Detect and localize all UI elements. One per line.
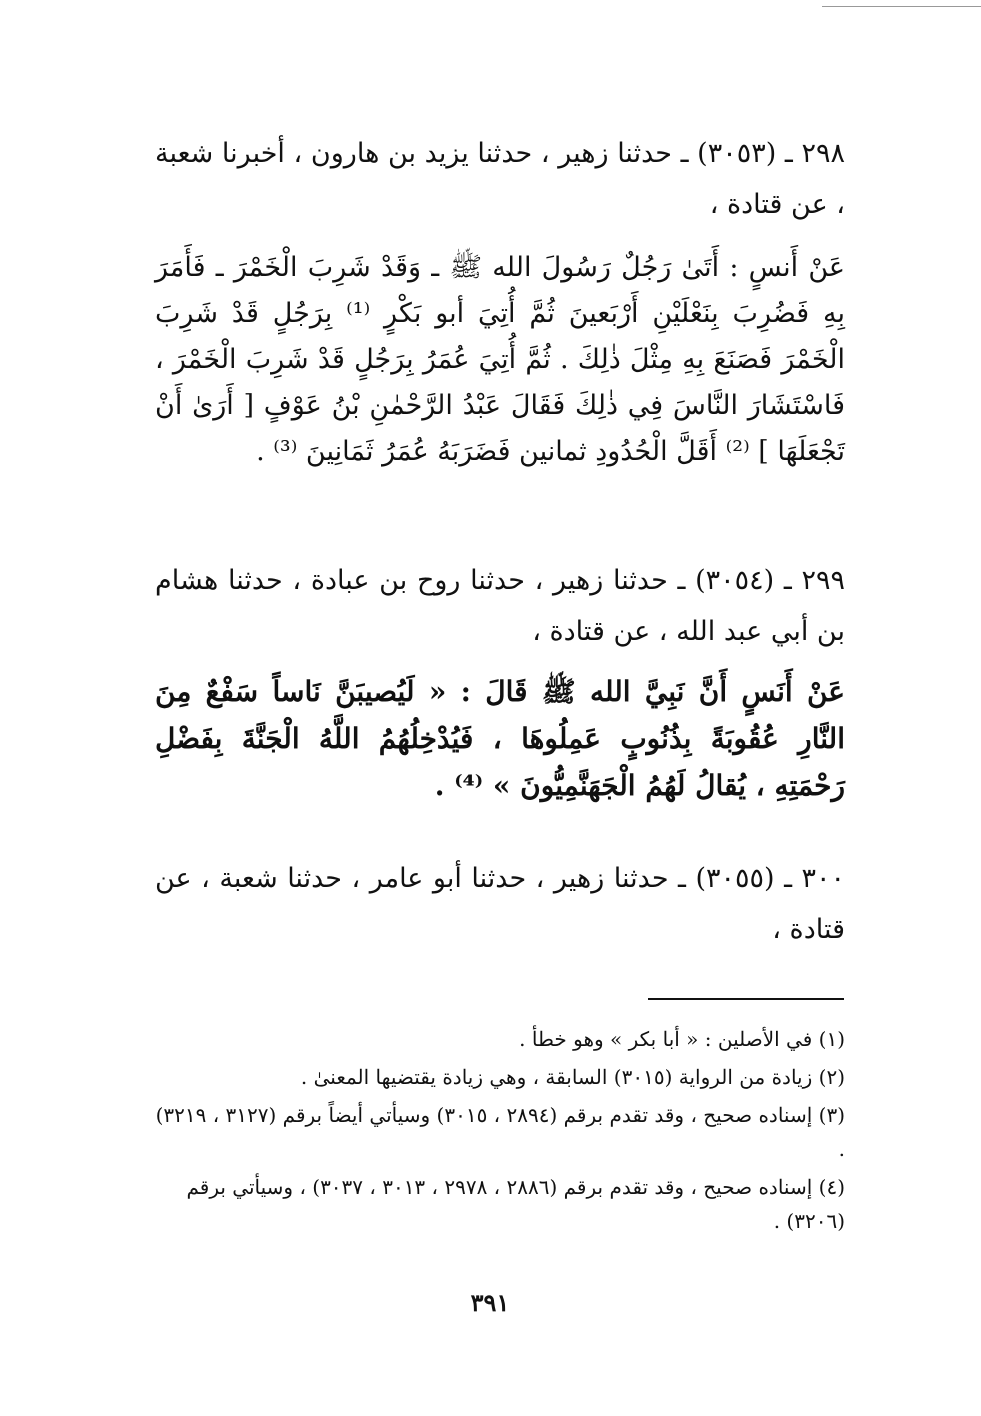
hadith-298-text xyxy=(155,245,845,475)
hadith-298-chain xyxy=(155,128,845,230)
hadith-300-chain xyxy=(155,853,845,955)
hadith-299-matn: عَنْ أَنَسٍ أَنَّ نَبِيَّ الله ﷺ قَالَ : « لَيُصيبَنَّ نَاساً سَفْعٌ مِنَ النَّارِ عُقُوبَةً بِذُنُوبٍ عَمِلُوهَا ، فَيُدْخِلُهُمُ اللَّهُ الْجَنَّةَ بِفَضْلِ رَحْمَتِهِ ، يُقالُ لَهُمُ الْجَهَنَّمِيُّونَ » ⁽⁴⁾ . xyxy=(155,675,845,802)
footnotes xyxy=(155,1022,845,1242)
hadith-300-chain-text: ٣٠٠ ـ (٣٠٥٥) ـ حدثنا زهير ، حدثنا أبو عامر ، حدثنا شعبة ، عن قتادة ، xyxy=(155,863,846,945)
hadith-298-matn: عَنْ أَنسٍ : أَتَىٰ رَجُلٌ رَسُولَ الله ﷺ ـ وَقَدْ شَرِبَ الْخَمْرَ ـ فَأَمَرَ بِهِ فَضُرِبَ بِنَعْلَيْنِ أَرْبَعينَ ثُمَّ أُتِيَ أبو بَكْرٍ ⁽¹⁾ بِرَجُلٍ قَدْ شَرِبَ الْخَمْرَ فَصَنَعَ بِهِ مِثْلَ ذٰلِكَ . ثُمَّ أُتِيَ عُمَرُ بِرَجُلٍ قَدْ شَرِبَ الْخَمْرَ ، فَاسْتَشَارَ النَّاسَ فِي ذٰلِكَ فَقَالَ عَبْدُ الرَّحْمٰنِ بْنُ عَوْفٍ [ أَرَىٰ أَنْ تَجْعَلَهَا ] ⁽²⁾ أَقَلَّ الْحُدُودِ ثمانين فَضَرَبَهُ عُمَرُ ثَمَانِينَ ⁽³⁾ . xyxy=(155,252,845,467)
page-number: ٣٩١ xyxy=(470,1288,510,1317)
footnote-3: (٣) إسناده صحيح ، وقد تقدم برقم (٢٨٩٤ ، ٣٠١٥) وسيأتي أيضاً برقم (٣١٢٧ ، ٣٢١٩) . xyxy=(155,1103,845,1161)
footnote-2: (٢) زيادة من الرواية (٣٠١٥) السابقة ، وهي زيادة يقتضيها المعنىٰ . xyxy=(300,1065,845,1089)
top-edge-line xyxy=(822,6,981,7)
hadith-299-text xyxy=(155,668,845,809)
footnote-4: (٤) إسناده صحيح ، وقد تقدم برقم (٢٨٨٦ ، ٢٩٧٨ ، ٣٠١٣ ، ٣٠٣٧) ، وسيأتي برقم (٣٢٠٦) . xyxy=(186,1175,845,1233)
hadith-298-chain-text: ٢٩٨ ـ (٣٠٥٣) ـ حدثنا زهير ، حدثنا يزيد بن هارون ، أخبرنا شعبة ، عن قتادة ، xyxy=(155,138,845,220)
hadith-299-chain-text: ٢٩٩ ـ (٣٠٥٤) ـ حدثنا زهير ، حدثنا روح بن عبادة ، حدثنا هشام بن أبي عبد الله ، عن قتادة ، xyxy=(155,565,845,647)
hadith-299-chain xyxy=(155,555,845,657)
footnote-1: (١) في الأصلين : « أبا بكر » وهو خطأ . xyxy=(519,1027,845,1051)
footnote-separator xyxy=(648,998,844,1000)
